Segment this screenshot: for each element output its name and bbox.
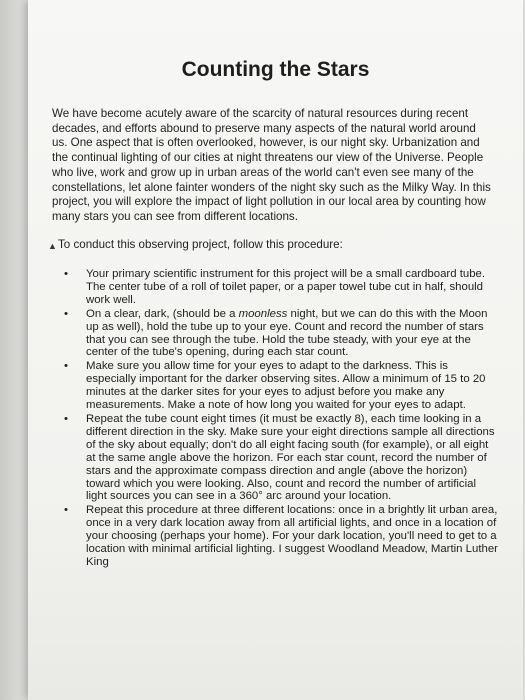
- procedure-intro: To conduct this observing project, follow this procedure:: [58, 238, 343, 251]
- step-text: [86, 308, 498, 360]
- list-item: [58, 308, 498, 360]
- bullet-icon: •: [64, 504, 68, 517]
- document-title: Counting the Stars: [181, 58, 370, 81]
- step-text-before: On a clear, dark, (should be a: [86, 307, 239, 320]
- list-item: [58, 413, 498, 503]
- cursor-arrow-icon: ▲: [48, 241, 57, 251]
- bullet-icon: •: [64, 360, 68, 373]
- bullet-icon: •: [64, 307, 68, 320]
- list-item: [58, 360, 498, 412]
- procedure-list: [58, 268, 498, 570]
- paper-sheet: [28, 0, 523, 700]
- step-text: Your primary scientific instrument for this project will be a small cardboard tube. The center tube of a roll of toilet paper, or a paper towel tube cut in half, should work well.: [86, 268, 486, 306]
- step-text: Make sure you allow time for your eyes to adapt to the darkness. This is especially important for the darker observing sites. Allow a minimum of 15 to 20 minutes at the darker sites for your eyes to adjust before you make any measurements. Make a note of how long you waited for your eyes to adapt.: [86, 360, 486, 412]
- intro-paragraph: We have become acutely aware of the scarcity of natural resources during recent decades, and efforts abound to preserve many aspects of the natural world around us. One aspect that is often overlooked, however, is our night sky. Urbanization and the continual lighting of our cities at night threatens our view of the Universe. People who live, work and grow up in urban areas of the world can't even see many of the constellations, let alone fainter wonders of the night sky such as the Milky Way. In this project, you will explore the impact of light pollution in our local area by counting how many stars you can see from different locations.: [52, 107, 491, 223]
- step-text: Repeat the tube count eight times (it must be exactly 8), each time looking in a different direction in the sky. Make sure your eight directions sample all directions of the sky about equally; don't do all eight facing south (for example), or all eight at the same angle above the horizon. For each star count, record the number of stars and the approximate compass direction and angle (above the horizon) toward which you were looking. Also, count and record the number of artificial light sources you can see in a 360° arc around your location.: [86, 412, 495, 503]
- list-item: [58, 504, 498, 569]
- step-text-after: night, but we can do this with the Moon up as well), hold the tube up to your eye. Count and record the number of stars that you can see through the tube. Hold the tube steady, with your eye at the center of the tube's opening, during each star count.: [86, 307, 488, 359]
- bullet-icon: •: [64, 412, 68, 425]
- bullet-icon: •: [64, 268, 68, 280]
- step-emphasis: moonless: [238, 307, 288, 320]
- step-text: Repeat this procedure at three different locations: once in a brightly lit urban area, once in a very dark location away from all artificial lights, and once in a location of your choosing (perhaps your home). For your dark location, you'll need to get to a location with minimal artificial lighting. I suggest Woodland Meadow, Martin Luther King: [86, 504, 498, 568]
- list-item: [58, 268, 498, 307]
